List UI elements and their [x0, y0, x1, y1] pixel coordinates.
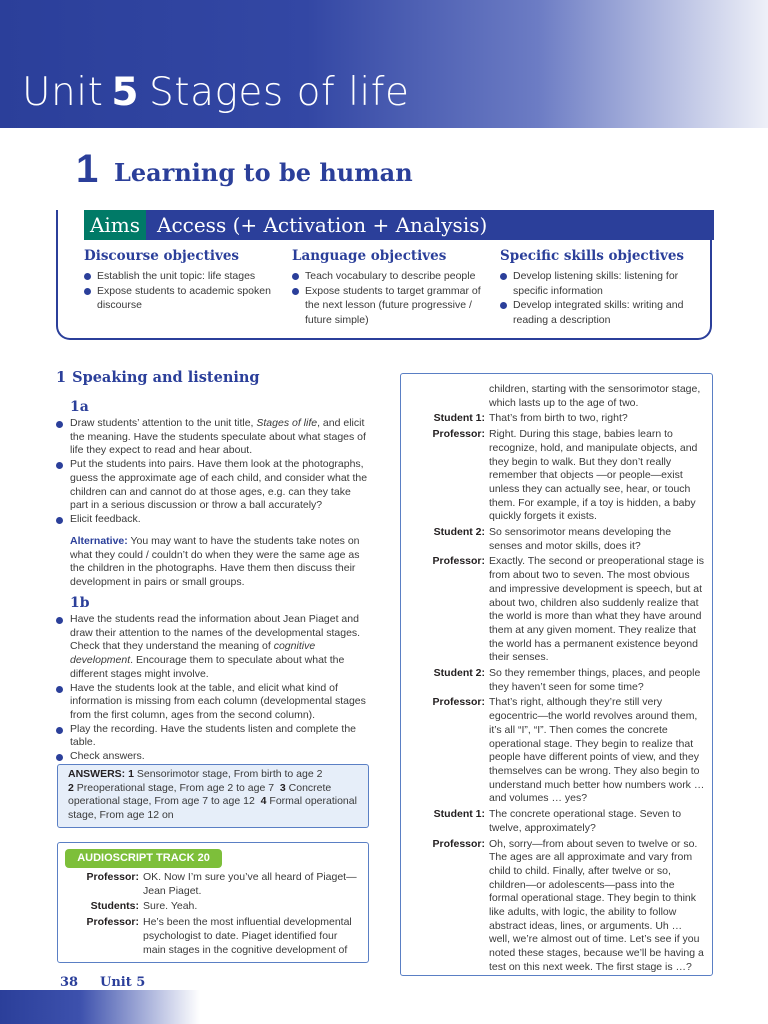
speaker: Professor:	[432, 696, 485, 709]
speaker: Student 1:	[433, 412, 485, 425]
dialogue-line: Student 1: The concrete operational stage. Seven to twelve, approximately?	[433, 808, 682, 834]
alternative-label: Alternative:	[70, 535, 128, 547]
dialogue-line: children, starting with the sensorimotor stage, which lasts up to the age of two.	[489, 383, 701, 409]
speaker: Students:	[90, 900, 139, 913]
language-objectives	[292, 248, 488, 327]
speaker: Professor:	[86, 871, 139, 883]
instruction-item: Play the recording. Have the students listen and complete the table.	[56, 723, 368, 750]
dialogue-line: Professor: Exactly. The second or preoperational stage is from about two to seven. The most obvious and impressive development is speech, but at about two, children also suddenly realize that the world is more than what they have around them at any given moment. They realize that the world has a permanent existence beyond their senses.	[432, 555, 704, 664]
objectives-heading: Discourse objectives	[84, 248, 240, 264]
instruction-item: Have the students look at the table, and elicit what kind of information is missing from each column (developmental stages from the first column, ages from the second column).	[56, 682, 368, 723]
aims-tag: Aims	[84, 210, 146, 240]
speaker: Professor:	[432, 837, 485, 850]
audioscript-dialogue-left	[86, 871, 357, 957]
footer-bar	[0, 990, 200, 1024]
specific-skills-objectives	[500, 248, 700, 327]
objective-item: Establish the unit topic: life stages	[84, 269, 280, 284]
objective-item: Expose students to academic spoken discourse	[84, 284, 280, 313]
dialogue-line: Student 2: So they remember things, places, and people they haven’t seen for some time?	[433, 667, 701, 693]
audioscript-tag: AUDIOSCRIPT TRACK 20	[65, 849, 222, 868]
unit-number: 5	[111, 70, 140, 115]
objective-item: Develop listening skills: listening for specific information	[500, 269, 700, 298]
alternative-text: You may want to have the students take notes on what they could / couldn’t do when they were the same age as the children in the photographs. Have them then discuss their development in pairs or small groups.	[70, 535, 360, 589]
dialogue-line: Professor: That’s right, although they’re still very egocentric—the world revolves around them, it’s all “I”, “I”. Then comes the concrete operational stage. They begin to realize that people have different points of view, and they themselves can be wrong. They also begin to understand much better how numbers work … and volumes … yes?	[432, 696, 705, 805]
part-1a-list	[56, 417, 368, 527]
audioscript-dialogue-right	[432, 383, 705, 975]
speaker: Student 2:	[433, 526, 485, 539]
speaker: Professor:	[86, 916, 139, 929]
part-1b-label: 1b	[70, 595, 90, 611]
dialogue-line: Students: Sure. Yeah.	[90, 900, 198, 913]
section-title: Speaking and listening	[72, 369, 260, 386]
lesson-title: Learning to be human	[114, 158, 413, 187]
alternative-note	[70, 535, 368, 590]
unit-title: Stages of life	[149, 70, 410, 115]
speaker: Student 2:	[433, 667, 485, 680]
objective-item: Develop integrated skills: writing and reading a description	[500, 298, 700, 327]
instruction-item: Draw students’ attention to the unit title, Stages of life, and elicit the meaning. Have the students speculate about what stages of life they expect to read and hear about.	[56, 417, 368, 458]
page-number: 38	[60, 975, 79, 990]
part-1b-list	[56, 613, 368, 764]
objective-item: Expose students to target grammar of the next lesson (future progressive / future simple)	[292, 284, 488, 328]
dialogue-line: Professor: Oh, sorry—from about seven to twelve or so. The ages are all approximate and vary from child to child. Finally, after twelve or so, children—or adolescents—pass into the formal operational stage. They begin to think like adults, with logic, the ability to follow abstract ideas, lines, or arguments. Uh … well, we’re almost out of time. Let’s see if you noted these stages, because we’ll be having a test on this next week. The first stage is …?	[432, 837, 704, 973]
unit-heading	[22, 70, 409, 116]
dialogue-line: Professor: He’s been the most influential developmental psychologist to date. Piaget identified four main stages in the cognitive development of	[86, 916, 352, 956]
objective-item: Teach vocabulary to describe people	[292, 269, 488, 284]
aims-title: Access (+ Activation + Analysis)	[157, 213, 488, 237]
discourse-objectives	[84, 248, 280, 313]
dialogue-line: Professor: OK. Now I’m sure you’ve all heard of Piaget—Jean Piaget.	[86, 871, 357, 897]
answers-label: ANSWERS:	[68, 768, 126, 780]
instruction-item: Have the students read the information about Jean Piaget and draw their attention to the names of the developmental stages. Check that they understand the meaning of cognitive development. Encourage them to speculate about what the different stages might involve.	[56, 613, 368, 682]
dialogue-line: Professor: Right. During this stage, babies learn to recognize, hold, and manipulate objects, and they begin to walk. But they don’t really remember that objects —or people—exist unless they can actually see, hear, or touch them. For example, if a toy is hidden, a baby quickly forgets it exists.	[432, 428, 698, 523]
footer-unit-label: Unit 5	[100, 975, 146, 990]
unit-word: Unit	[22, 70, 104, 115]
instruction-item: Check answers.	[56, 750, 368, 764]
section-heading	[56, 369, 260, 386]
dialogue-line: Student 1: That’s from birth to two, right?	[433, 412, 628, 425]
section-number: 1	[56, 369, 67, 386]
dialogue-line: Student 2: So sensorimotor means developing the senses and motor skills, does it?	[433, 526, 672, 552]
instruction-item: Elicit feedback.	[56, 513, 368, 527]
part-1a-label: 1a	[70, 399, 89, 415]
speaker: Professor:	[432, 428, 485, 441]
answers-box: ANSWERS: 1 Sensorimotor stage, From birth to age 2 2 Preoperational stage, From age 2 to age 7 3 Concrete operational stage, From age 7 to age 12 4 Formal operational stage, From age 12 on	[57, 764, 369, 828]
speaker: Professor:	[432, 555, 485, 568]
objectives-heading: Specific skills objectives	[500, 248, 685, 264]
instruction-item: Put the students into pairs. Have them look at the photographs, guess the approximate age of each child, and consider what the children can and cannot do at those ages, e.g. can they take part in a serious discussion or throw a ball accurately?	[56, 458, 368, 513]
speaker: Student 1:	[433, 808, 485, 821]
lesson-number: 1	[76, 147, 99, 191]
objectives-heading: Language objectives	[292, 248, 447, 264]
